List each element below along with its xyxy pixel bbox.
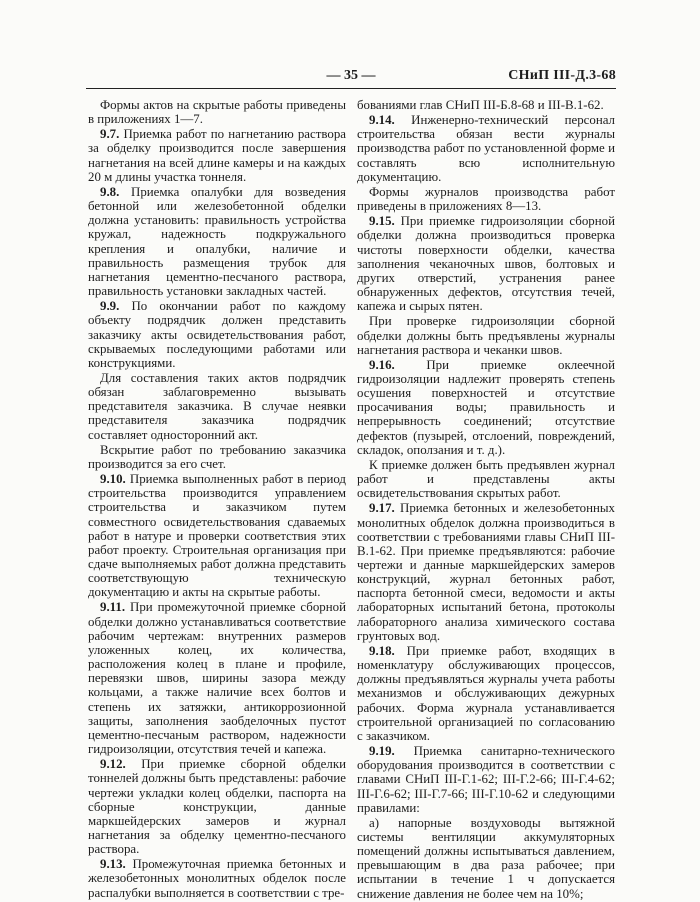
- section-number: 9.14.: [369, 113, 395, 128]
- right-column: [357, 98, 615, 902]
- section-paragraph: [88, 299, 346, 370]
- page-number: — 35 —: [326, 68, 376, 83]
- paragraph-text: Инженерно-технический персонал строительства обязан вести журналы производства работ по установленной форме и составлять всю исполнительную документацию.: [357, 113, 615, 184]
- paragraph: [357, 185, 615, 213]
- paragraph-text: При проверке гидроизоляции сборной обделки должны быть предъявлены журналы нагнетания раствора и чеканки швов.: [357, 314, 615, 357]
- section-number: 9.10.: [100, 472, 126, 487]
- paragraph-text: При приемке гидроизоляции сборной обделки должна производиться проверка чистоты поверхности обделки, качества заполнения чеканочных швов, болтовых и других отверстий, устранения ранее обнаруженных дефектов, отсутствия течей, капежа и сырых пятен.: [357, 214, 615, 314]
- paragraph-text: К приемке должен быть предъявлен журнал работ и представлены акты освидетельствования скрытых работ.: [357, 457, 615, 501]
- section-paragraph: [357, 358, 615, 457]
- paragraph: [357, 816, 615, 901]
- paragraph-text: Приемка работ по нагнетанию раствора за обделку производится после завершения нагнетания на всей длине камеры и на каждых 20 м длины участка тоннеля.: [88, 127, 346, 184]
- section-paragraph: [88, 757, 346, 856]
- header-rule: [86, 88, 616, 89]
- paragraph-text: Приемка выполненных работ в период строительства производится управлением строительства и заказчиком путем совместного освидетельствования сдаваемых работ в натуре и проверки соответствия этих работ проекту. Строительная организация при сдаче выполняемых работ должна представить соответствующую техническую документацию и акты на скрытые работы.: [88, 472, 346, 600]
- document-code: СНиП III-Д.3-68: [508, 68, 616, 83]
- paragraph-text: При приемке оклеечной гидроизоляции надлежит проверять степень осушения поверхностей и отсутствие просачивания воды; правильность и непрерывность соединений; отсутствие дефектов (пузырей, отслоений, повреждений, складок, оползания и т. д.).: [357, 357, 615, 457]
- paragraph-text: Формы актов на скрытые работы приведены в приложениях 1—7.: [88, 98, 346, 127]
- paragraph-text: бованиями глав СНиП III-Б.8-68 и III-В.1-62.: [357, 98, 604, 112]
- section-paragraph: [88, 472, 346, 599]
- section-number: 9.9.: [100, 299, 120, 314]
- section-paragraph: [88, 127, 346, 184]
- paragraph-text: Приемка опалубки для возведения бетонной или железобетонной обделки должна установить: правильность устройства кружал, надежность подкружального крепления и опалубки, наличие и правильность размещения трубок для нагнетания цементно-песчаного раствора, правильность установки закладных частей.: [88, 184, 346, 299]
- section-number: 9.12.: [100, 757, 126, 772]
- paragraph: [357, 458, 615, 500]
- paragraph-text: Вскрытие работ по требованию заказчика производится за его счет.: [88, 442, 346, 471]
- paragraph: [357, 98, 615, 112]
- section-paragraph: [357, 113, 615, 184]
- section-number: 9.17.: [369, 501, 395, 516]
- paragraph-text: При приемке работ, входящих в номенклатуру обслуживающих процессов, должны предъявляться журналы учета работы механизмов и обслуживающих дежурных рабочих. Форма журнала устанавливается строительной организацией по согласованию с заказчиком.: [357, 643, 615, 743]
- section-paragraph: [357, 644, 615, 743]
- section-paragraph: [88, 600, 346, 756]
- section-number: 9.15.: [369, 214, 395, 229]
- section-number: 9.13.: [100, 857, 126, 872]
- section-number: 9.18.: [369, 643, 395, 658]
- section-number: 9.8.: [100, 184, 120, 199]
- paragraph-text: Формы журналов производства работ приведены в приложениях 8—13.: [357, 184, 615, 214]
- section-number: 9.7.: [100, 127, 120, 142]
- section-paragraph: [88, 185, 346, 298]
- paragraph: [357, 314, 615, 356]
- section-number: 9.16.: [369, 357, 395, 372]
- section-number: 9.19.: [369, 744, 395, 759]
- paragraph-text: Приемка санитарно-технического оборудования производится в соответствии с главами СНиП III-Г.1-62; III-Г.2-66; III-Г.4-62; III-Г.6-62; III-Г.7-66; III-Г.10-62 и следующими правилами:: [357, 744, 615, 815]
- paragraph: [88, 371, 346, 442]
- paragraph-text: Промежуточная приемка бетонных и железобетонных монолитных обделок после распалубки выполняется в соответствии с тре-: [88, 857, 346, 900]
- page-header: [86, 66, 616, 86]
- paragraph-text: Для составления таких актов подрядчик обязан заблаговременно вызывать представителя заказчика. В случае неявки представителя заказчика подрядчик составляет односторонний акт.: [88, 370, 346, 442]
- paragraph-text: При промежуточной приемке сборной обделки должно устанавливаться соответствие рабочим чертежам: внутренних размеров уложенных колец, их количества, расположения колец в плане и профиле, перевязки швов, ширины зазора между кольцами, а также наличие всех болтов и степень их затяжки, антикоррозионной защиты, заполнения заобделочных пустот цементно-песчаным раствором, надежности гидроизоляции, отсутствия течей и капежа.: [88, 600, 346, 757]
- section-paragraph: [357, 214, 615, 313]
- paragraph-text: а) напорные воздуховоды вытяжной системы вентиляции аккумуляторных помещений должны испытываться давлением, превышающим в два раза рабочее; при испытании в течение 1 ч допускается снижение давления не более чем на 10%;: [357, 815, 615, 901]
- section-paragraph: [357, 744, 615, 815]
- section-number: 9.11.: [100, 600, 126, 615]
- paragraph: [88, 443, 346, 471]
- paragraph: [88, 98, 346, 126]
- paragraph-text: Приемка бетонных и железобетонных монолитных обделок должна производиться в соответствии с требованиями главы СНиП III-В.1-62. При приемке предъявляются: рабочие чертежи и данные маркшейдерских замеров конструкций, журнал бетонных работ, паспорта бетонной смеси, ведомости и акты лабораторных испытаний бетона, протоколы лабораторного анализа химического состава грунтовых вод.: [357, 501, 615, 643]
- section-paragraph: [357, 501, 615, 643]
- left-column: [88, 98, 346, 901]
- paragraph-text: По окончании работ по каждому объекту подрядчик должен представить заказчику акты освидетельствования работ, скрываемых последующими работами или конструкциями.: [88, 299, 346, 370]
- paragraph-text: При приемке сборной обделки тоннелей должны быть представлены: рабочие чертежи укладки колец обделки, паспорта на сборные конструкции, данные маркшейдерских замеров и журнал нагнетания за обделку цементно-песчаного раствора.: [88, 757, 346, 857]
- section-paragraph: [88, 857, 346, 899]
